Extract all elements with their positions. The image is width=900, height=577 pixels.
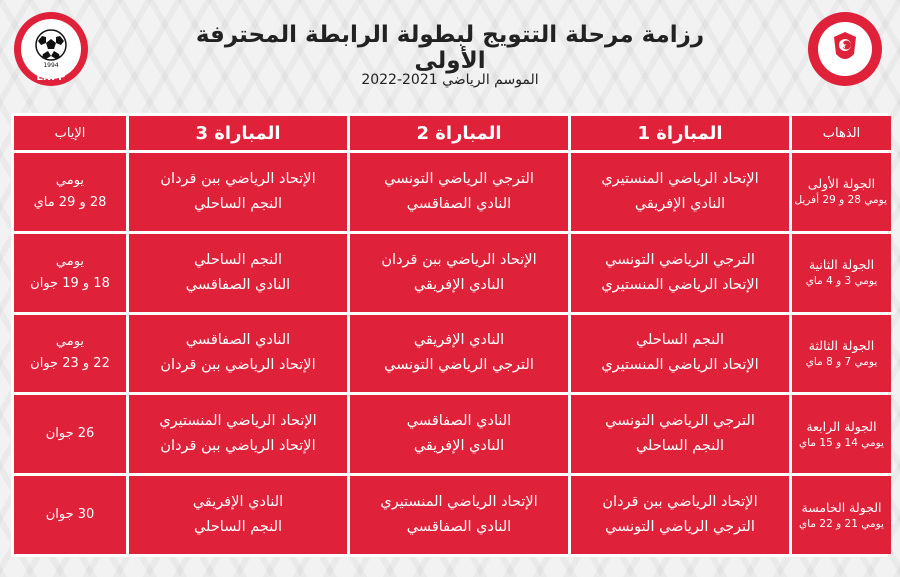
team-name: النادي الإفريقي — [634, 195, 726, 212]
lnfp-emblem-icon — [12, 10, 90, 88]
round-name: الجولة الثانية — [808, 257, 875, 273]
header-match-1: المباراة 1 — [571, 116, 789, 150]
match-1-cell — [571, 234, 789, 312]
team-name: النادي الإفريقي — [413, 276, 505, 293]
header-match-3: المباراة 3 — [129, 116, 347, 150]
match-1-cell — [571, 153, 789, 231]
round-cell — [792, 234, 891, 312]
match-2-cell — [350, 315, 568, 393]
match-3-cell — [129, 234, 347, 312]
match-3-cell — [129, 315, 347, 393]
team-name: النادي الصفاقسي — [406, 195, 512, 212]
schedule-table-container — [11, 113, 888, 557]
team-name: الإتحاد الرياضي ببن قردان — [160, 170, 316, 187]
match-2-cell — [350, 395, 568, 473]
match-1-cell — [571, 315, 789, 393]
team-name: النادي الصفاقسي — [406, 519, 512, 536]
return-date-line: 28 و 29 ماي — [33, 194, 107, 210]
team-name: النادي الإفريقي — [192, 494, 284, 511]
lnfp-logo — [12, 10, 90, 88]
team-name: الإتحاد الرياضي ببن قردان — [602, 494, 758, 511]
match-3-cell — [129, 153, 347, 231]
return-date-cell — [14, 395, 126, 473]
table-row — [14, 315, 891, 393]
round-dates: يومي 7 و 8 ماي — [805, 355, 878, 368]
header-match-2: المباراة 2 — [350, 116, 568, 150]
lnfp-logo-year: 1994 — [43, 62, 59, 69]
round-cell — [792, 395, 891, 473]
match-1-cell — [571, 395, 789, 473]
team-name: الإتحاد الرياضي المنستيري — [601, 276, 759, 293]
round-cell — [792, 153, 891, 231]
table-row — [14, 234, 891, 312]
header-row — [14, 116, 891, 150]
team-name: الإتحاد الرياضي ببن قردان — [160, 438, 316, 455]
table-row — [14, 476, 891, 554]
team-name: النادي الصفاقسي — [185, 276, 291, 293]
round-name: الجولة الثالثة — [808, 337, 875, 353]
team-name: النجم الساحلي — [635, 332, 725, 349]
team-name: النجم الساحلي — [193, 251, 283, 268]
lnfp-logo-text: LNFP — [36, 72, 66, 83]
match-2-cell — [350, 153, 568, 231]
team-name: النادي الإفريقي — [413, 332, 505, 349]
ftf-logo — [806, 10, 884, 88]
team-name: النجم الساحلي — [193, 195, 283, 212]
round-cell — [792, 476, 891, 554]
return-date-line: 18 و 19 جوان — [30, 275, 110, 291]
team-name: الترجي الرياضي التونسي — [605, 251, 755, 268]
return-date-cell — [14, 476, 126, 554]
schedule-table — [11, 113, 894, 557]
round-cell — [792, 315, 891, 393]
team-name: الترجي الرياضي التونسي — [605, 413, 755, 430]
match-3-cell — [129, 476, 347, 554]
header-return-leg: الإياب — [14, 116, 126, 150]
team-name: الترجي الرياضي التونسي — [384, 170, 534, 187]
team-name: النجم الساحلي — [635, 438, 725, 455]
round-name: الجولة الأولى — [807, 176, 876, 192]
table-row — [14, 153, 891, 231]
round-dates: يومي 21 و 22 ماي — [799, 517, 884, 530]
ftf-emblem-icon — [806, 10, 884, 88]
round-dates: يومي 14 و 15 ماي — [799, 436, 884, 449]
return-date-line: يومي — [55, 334, 85, 350]
team-name: الإتحاد الرياضي المنستيري — [601, 357, 759, 374]
round-name: الجولة الرابعة — [806, 418, 877, 434]
team-name: الترجي الرياضي التونسي — [605, 519, 755, 536]
match-2-cell — [350, 476, 568, 554]
return-date-line: 26 جوان — [45, 426, 95, 442]
team-name: الإتحاد الرياضي المنستيري — [159, 413, 317, 430]
return-date-line: 22 و 23 جوان — [30, 356, 110, 372]
season-label: الموسم الرياضي 2021-2022 — [361, 72, 539, 88]
match-1-cell — [571, 476, 789, 554]
team-name: الترجي الرياضي التونسي — [384, 357, 534, 374]
round-name: الجولة الخامسة — [801, 499, 882, 515]
team-name: الإتحاد الرياضي ببن قردان — [381, 251, 537, 268]
return-date-cell — [14, 153, 126, 231]
team-name: الإتحاد الرياضي ببن قردان — [160, 357, 316, 374]
page-title: رزامة مرحلة التتويج لبطولة الرابطة المحترفة الأولى — [195, 22, 705, 74]
return-date-cell — [14, 234, 126, 312]
team-name: النادي الإفريقي — [413, 438, 505, 455]
team-name: النادي الصفاقسي — [406, 413, 512, 430]
return-date-cell — [14, 315, 126, 393]
table-row — [14, 395, 891, 473]
header-first-leg: الذهاب — [792, 116, 891, 150]
match-2-cell — [350, 234, 568, 312]
round-dates: يومي 28 و 29 أفريل — [794, 194, 887, 207]
team-name: الإتحاد الرياضي المنستيري — [601, 170, 759, 187]
team-name: النادي الصفاقسي — [185, 332, 291, 349]
match-3-cell — [129, 395, 347, 473]
return-date-line: 30 جوان — [45, 507, 95, 523]
team-name: النجم الساحلي — [193, 519, 283, 536]
return-date-line: يومي — [55, 253, 85, 269]
team-name: الإتحاد الرياضي المنستيري — [380, 494, 538, 511]
round-dates: يومي 3 و 4 ماي — [805, 275, 878, 288]
return-date-line: يومي — [55, 172, 85, 188]
